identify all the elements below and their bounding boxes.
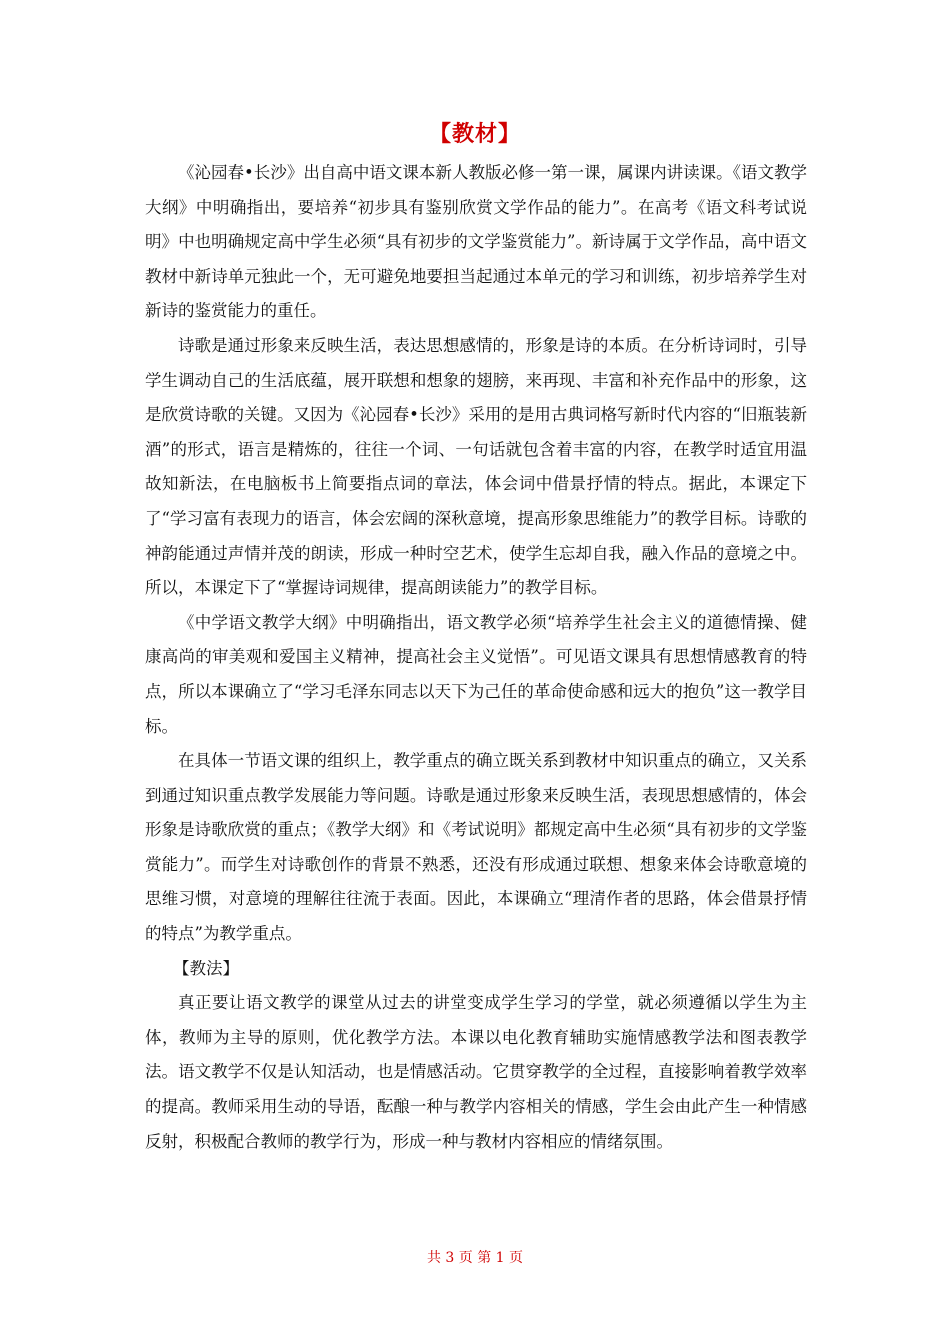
paragraph: 真正要让语文教学的课堂从过去的讲堂变成学生学习的学堂，就必须遵循以学生为主体，教师为主导的原则，优化教学方法。本课以电化教育辅助实施情感教学法和图表教学法。语文教学不仅是认知活动，也是情感活动。它贯穿教学的全过程，直接影响着教学效率的提高。教师采用生动的导语，酝酿一种与教学内容相关的情感，学生会由此产生一种情感反射，积极配合教师的教学行为，形成一种与教材内容相应的情绪氛围。 bbox=[145, 993, 807, 1151]
paragraph: 《中学语文教学大纲》中明确指出，语文教学必须“培养学生社会主义的道德情操、健康高尚的审美观和爱国主义精神，提高社会主义觉悟”。可见语文课具有思想情感教育的特点，所以本课确立了“学习毛泽东同志以天下为己任的革命使命感和远大的抱负”这一教学目标。 bbox=[145, 612, 807, 736]
paragraph: 在具体一节语文课的组织上，教学重点的确立既关系到教材中知识重点的确立，又关系到通过知识重点教学发展能力等问题。诗歌是通过形象来反映生活，表现思想感情的，体会形象是诗歌欣赏的重点；《教学大纲》和《考试说明》都规定高中生必须“具有初步的文学鉴赏能力”。而学生对诗歌创作的背景不熟悉，还没有形成通过联想、想象来体会诗歌意境的思维习惯，对意境的理解往往流于表面。因此，本课确立“理清作者的思路，体会借景抒情的特点”为教学重点。 bbox=[145, 751, 807, 944]
paragraph: 《沁园春•长沙》出自高中语文课本新人教版必修一第一课，属课内讲读课。《语文教学大纲》中明确指出，要培养“初步具有鉴别欣赏文学作品的能力”。在高考《语文科考试说明》中也明确规定高中学生必须“具有初步的文学鉴赏能力”。新诗属于文学作品，高中语文教材中新诗单元独此一个，无可避免地要担当起通过本单元的学习和训练，初步培养学生对新诗的鉴赏能力的重任。 bbox=[145, 163, 807, 321]
paragraph: 诗歌是通过形象来反映生活，表达思想感情的，形象是诗的本质。在分析诗词时，引导学生调动自己的生活底蕴，展开联想和想象的翅膀，来再现、丰富和补充作品中的形象，这是欣赏诗歌的关键。又因为《沁园春•长沙》采用的是用古典词格写新时代内容的“旧瓶装新酒”的形式，语言是精炼的，往往一个词、一句话就包含着丰富的内容，在教学时适宜用温故知新法，在电脑板书上简要指点词的章法，体会词中借景抒情的特点。据此，本课定下了“学习富有表现力的语言，体会宏阔的深秋意境，提高形象思维能力”的教学目标。诗歌的神韵能通过声情并茂的朗读，形成一种时空艺术，使学生忘却自我，融入作品的意境之中。所以，本课定下了“掌握诗词规律，提高朗读能力”的教学目标。 bbox=[145, 335, 807, 598]
document-body bbox=[145, 156, 807, 1159]
page-footer: 共 3 页 第 1 页 bbox=[426, 1250, 524, 1266]
section-heading: 【教法】 bbox=[173, 958, 240, 978]
document-title: 【教材】 bbox=[428, 121, 521, 147]
